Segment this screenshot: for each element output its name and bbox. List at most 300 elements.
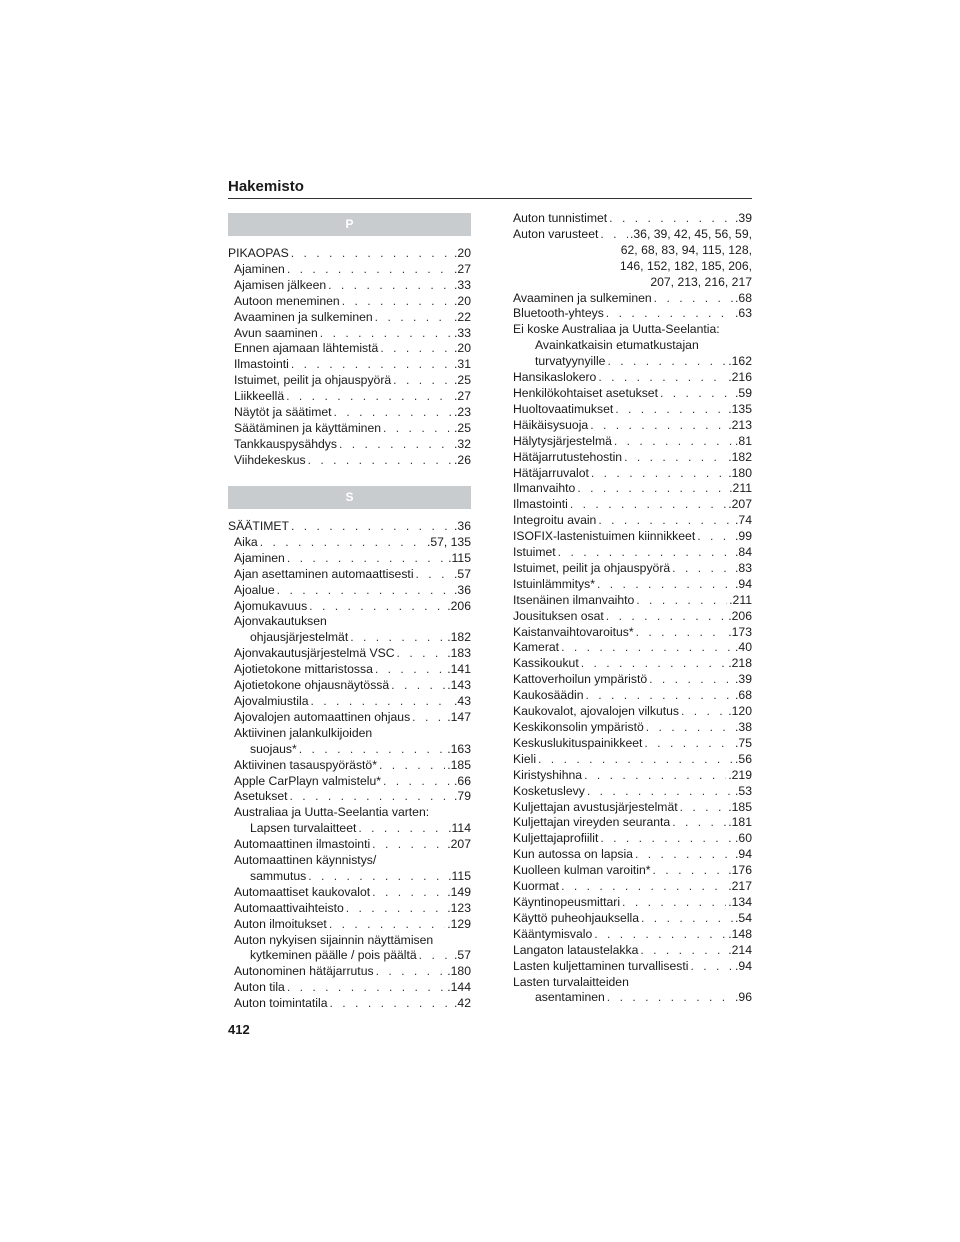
index-entry-term: Autonominen hätäjarrutus <box>234 964 374 979</box>
leader-dots <box>372 885 445 901</box>
index-entry <box>513 736 752 752</box>
index-entry <box>513 800 752 816</box>
index-entry <box>513 561 752 577</box>
index-entry <box>228 294 471 310</box>
index-entry <box>513 704 752 720</box>
leader-dots <box>558 545 733 561</box>
index-entry <box>228 662 471 678</box>
index-entry-heading: Ei koske Australiaa ja Uutta-Seelantia: <box>513 322 720 337</box>
index-entry <box>228 694 471 710</box>
index-entry-term: Ilmanvaihto <box>513 481 576 496</box>
index-entry-term: Kassikoukut <box>513 656 579 671</box>
index-entry <box>513 593 752 609</box>
index-entry-term: Jousituksen osat <box>513 608 604 623</box>
index-entry <box>228 567 471 583</box>
index-entry <box>513 434 752 450</box>
index-entry-term: Keskuslukituspainikkeet <box>513 735 643 750</box>
index-entry-term: Automaattinen ilmastointi <box>234 837 371 852</box>
index-entry-term: Aika <box>234 534 258 549</box>
index-entry-term: suojaus* <box>250 741 297 756</box>
index-entry-page-ref: .181 <box>728 815 752 830</box>
index-entry-page-ref: .60 <box>735 831 752 846</box>
leader-dots <box>350 630 445 646</box>
index-entry <box>513 879 752 895</box>
leader-dots <box>649 672 733 688</box>
index-entry <box>513 990 752 1006</box>
index-entry-term: Automaattivaihteisto <box>234 900 344 915</box>
index-entry-page-ref: .180 <box>447 964 471 979</box>
page-header-title: Hakemisto <box>228 178 304 195</box>
index-entry-term: Ajomukavuus <box>234 598 308 613</box>
index-entry <box>228 789 471 805</box>
index-entry-page-ref: .27 <box>454 389 471 404</box>
index-entry-term: Hansikaslokero <box>513 370 597 385</box>
leader-dots <box>591 466 726 482</box>
index-entry-page-ref: .22 <box>454 309 471 324</box>
index-entry-page-ref: .219 <box>728 767 752 782</box>
index-entry-page-ref: .38 <box>735 720 752 734</box>
index-entry <box>513 609 752 625</box>
index-entry-term: Langaton lataustelakka <box>513 942 639 957</box>
index-entry <box>513 370 752 386</box>
leader-dots <box>653 863 727 879</box>
index-entry-page-ref: .57 <box>454 948 471 963</box>
index-entry-page-ref: .57 <box>454 566 471 581</box>
index-entry-page-ref: .115 <box>448 550 471 565</box>
index-entry-term: Ajoalue <box>234 582 275 597</box>
index-entry <box>228 519 471 535</box>
index-entry-page-ref: .144 <box>447 980 471 995</box>
leader-dots <box>636 625 727 641</box>
leader-dots <box>291 246 452 262</box>
leader-dots <box>600 227 628 243</box>
index-entry <box>228 774 471 790</box>
leader-dots <box>622 895 726 911</box>
index-entry-term: Kaukosäädin <box>513 688 584 703</box>
index-entry-page-ref: .68 <box>735 290 752 305</box>
leader-dots <box>342 294 452 310</box>
leader-dots <box>607 354 726 370</box>
index-entry-term: Bluetooth-yhteys <box>513 306 604 321</box>
index-entry <box>228 583 471 599</box>
leader-dots <box>646 720 733 736</box>
index-entry <box>228 964 471 980</box>
index-entry-term: Ajotietokone mittaristossa <box>234 662 373 677</box>
index-entry <box>513 784 752 800</box>
index-entry-page-ref: .185 <box>447 757 471 772</box>
index-entry-heading: Ajonvakautuksen <box>234 614 327 629</box>
index-entry-term: Ilmastointi <box>234 357 289 372</box>
index-entry <box>513 545 752 561</box>
index-entry <box>228 599 471 615</box>
index-list-right <box>513 211 752 1006</box>
index-entry-page-ref: .56 <box>735 751 752 766</box>
index-entry-page-ref: .31 <box>454 357 471 372</box>
index-entry-term: Ajaminen <box>234 261 285 276</box>
index-entry-page-ref: .149 <box>447 884 471 899</box>
index-entry <box>228 996 471 1012</box>
index-entry-term: Huoltovaatimukset <box>513 401 614 416</box>
leader-dots <box>308 869 446 885</box>
index-entry-heading: Automaattinen käynnistys/ <box>234 853 377 868</box>
index-entry-page-ref: .218 <box>728 656 752 671</box>
index-entry <box>228 742 471 758</box>
index-entry-heading: Australiaa ja Uutta-Seelantia varten: <box>234 805 430 820</box>
index-entry <box>513 895 752 911</box>
index-entry-term: Kiristyshihna <box>513 767 583 782</box>
index-entry <box>513 354 752 370</box>
leader-dots <box>260 535 425 551</box>
leader-dots <box>329 917 445 933</box>
index-entry <box>228 341 471 357</box>
index-entry-term: Kuormat <box>513 879 560 894</box>
index-entry-term: Ajovalmiustila <box>234 693 309 708</box>
leader-dots <box>581 656 727 672</box>
leader-dots <box>624 450 726 466</box>
index-entry-term: Hätäjarrutustehostin <box>513 449 623 464</box>
leader-dots <box>286 389 452 405</box>
leader-dots <box>606 306 733 322</box>
index-entry-term: Kääntymisvalo <box>513 926 593 941</box>
index-entry-term: Ajaminen <box>234 550 285 565</box>
index-entry-term: Kattoverhoilun ympäristö <box>513 672 648 687</box>
leader-dots <box>383 774 452 790</box>
index-entry-term: Istuimet, peilit ja ohjauspyörä <box>513 560 671 575</box>
index-entry-term: Tankkauspysähdys <box>234 436 337 451</box>
index-entry-page-ref: .74 <box>735 513 752 528</box>
leader-dots <box>607 990 733 1006</box>
index-entry <box>513 720 752 736</box>
leader-dots <box>577 481 727 497</box>
index-entry <box>228 630 471 646</box>
leader-dots <box>690 959 733 975</box>
index-entry-page-ref: .59 <box>735 385 752 400</box>
index-entry-term: Automaattiset kaukovalot <box>234 884 371 899</box>
index-entry <box>228 405 471 421</box>
index-entry-page-ref: .42 <box>454 996 471 1011</box>
index-entry <box>513 688 752 704</box>
leader-dots <box>600 831 733 847</box>
index-entry <box>228 373 471 389</box>
index-entry-term: Kuljettajan vireyden seuranta <box>513 815 671 830</box>
index-entry-term: Kaukovalot, ajovalojen vilkutus <box>513 704 679 719</box>
index-entry <box>228 421 471 437</box>
index-entry <box>513 911 752 927</box>
index-entry-page-ref: .182 <box>728 449 752 464</box>
index-entry-term: Ilmastointi <box>513 497 568 512</box>
index-entry-page-ref: .68 <box>735 688 752 703</box>
leader-dots <box>375 310 452 326</box>
leader-dots <box>609 211 733 227</box>
index-entry <box>228 901 471 917</box>
index-entry-page-ref: .39 <box>735 211 752 225</box>
index-entry-page-ref: .20 <box>454 293 471 308</box>
leader-dots <box>412 710 445 726</box>
index-entry <box>513 227 752 243</box>
leader-dots <box>290 789 453 805</box>
index-entry-page-ref: .207 <box>728 497 752 512</box>
index-entry-term: Auton toimintatila <box>234 996 328 1011</box>
index-entry <box>228 837 471 853</box>
leader-dots <box>380 341 452 357</box>
leader-dots <box>291 519 452 535</box>
leader-dots <box>585 688 733 704</box>
index-entry <box>228 758 471 774</box>
index-entry-page-ref: .36, 39, 42, 45, 56, 59, <box>630 226 752 241</box>
index-entry-pages-continued: 146, 152, 182, 185, 206, <box>619 258 752 273</box>
leader-dots <box>308 453 452 469</box>
index-entry <box>513 863 752 879</box>
index-entry-page-ref: .26 <box>454 452 471 467</box>
leader-dots <box>587 784 733 800</box>
index-entry-page-ref: .120 <box>728 704 752 719</box>
index-entry <box>228 948 471 964</box>
index-entry-term: ohjausjärjestelmät <box>250 630 349 645</box>
index-entry-page-ref: .54 <box>735 910 752 925</box>
index-entry <box>513 672 752 688</box>
index-entry <box>513 418 752 434</box>
index-entry <box>228 389 471 405</box>
leader-dots <box>606 609 726 625</box>
index-entry-term: Keskikonsolin ympäristö <box>513 720 644 734</box>
index-entry-page-ref: .83 <box>735 560 752 575</box>
index-entry-term: Kamerat <box>513 640 560 655</box>
index-entry-term: Kun autossa on lapsia <box>513 847 633 862</box>
index-entry <box>513 402 752 418</box>
index-entry <box>228 551 471 567</box>
index-entry-page-ref: .123 <box>447 900 471 915</box>
index-entry-heading: Avainkatkaisin etumatkustajan <box>535 338 699 353</box>
index-entry-term: Lasten kuljettaminen turvallisesti <box>513 958 689 973</box>
index-entry <box>513 291 752 307</box>
index-entry <box>228 278 471 294</box>
index-entry <box>228 885 471 901</box>
index-entry <box>513 959 752 975</box>
index-entry-term: Auton ilmoitukset <box>234 916 327 931</box>
index-entry <box>513 513 752 529</box>
index-entry-term: Ajovalojen automaattinen ohjaus <box>234 709 411 724</box>
index-entry-term: Hätäjarruvalot <box>513 465 589 480</box>
index-entry-page-ref: .94 <box>735 576 752 591</box>
index-entry <box>513 943 752 959</box>
leader-dots <box>320 326 452 342</box>
index-entry-page-ref: .33 <box>454 277 471 292</box>
index-entry-term: Ajonvakautusjärjestelmä VSC <box>234 646 395 661</box>
leader-dots <box>397 646 446 662</box>
leader-dots <box>291 357 452 373</box>
index-entry <box>228 535 471 551</box>
index-entry <box>228 357 471 373</box>
index-entry <box>513 752 752 768</box>
index-entry-term: Säätäminen ja käyttäminen <box>234 420 382 435</box>
index-entry-term: Avun saaminen <box>234 325 318 340</box>
leader-dots <box>383 421 452 437</box>
index-column-left-s <box>228 486 471 1012</box>
index-entry <box>513 847 752 863</box>
index-entry-page-ref: .162 <box>728 354 752 369</box>
index-entry <box>513 481 752 497</box>
page-number: 412 <box>228 1022 250 1037</box>
index-entry-term: kytkeminen päälle / pois päältä <box>250 948 417 963</box>
index-entry-page-ref: .84 <box>735 545 752 560</box>
index-entry <box>513 386 752 402</box>
leader-dots <box>287 262 452 278</box>
leader-dots <box>654 291 733 307</box>
index-entry-term: Istuinlämmitys* <box>513 576 595 591</box>
index-entry-term: turvatyynyille <box>535 354 606 369</box>
leader-dots <box>287 551 446 567</box>
index-entry-page-ref: .206 <box>728 608 752 623</box>
leader-dots <box>287 980 445 996</box>
index-entry-term: Näytöt ja säätimet <box>234 405 332 420</box>
index-entry-page-ref: .25 <box>454 373 471 388</box>
index-entry-page-ref: .20 <box>454 341 471 356</box>
index-entry <box>228 453 471 469</box>
leader-dots <box>636 593 727 609</box>
index-entry-page-ref: .183 <box>447 646 471 661</box>
index-entry-term: Aktiivinen tasauspyörästö* <box>234 757 377 772</box>
index-entry <box>228 246 471 262</box>
leader-dots <box>615 402 726 418</box>
leader-dots <box>641 911 733 927</box>
index-entry-term: Hälytysjärjestelmä <box>513 433 612 448</box>
index-entry-page-ref: .25 <box>454 420 471 435</box>
index-entry-term: Käyntinopeusmittari <box>513 894 621 909</box>
index-entry-page-ref: .182 <box>447 630 471 645</box>
index-entry-term: Auton tunnistimet <box>513 211 608 225</box>
leader-dots <box>358 821 446 837</box>
index-entry-term: Kuljettajan avustusjärjestelmät <box>513 799 678 814</box>
index-entry-page-ref: .36 <box>454 519 471 533</box>
leader-dots <box>614 434 733 450</box>
index-entry-pages-continued: 62, 68, 83, 94, 115, 128, <box>620 242 752 257</box>
index-entry <box>513 656 752 672</box>
index-entry-page-ref: .141 <box>447 662 471 677</box>
leader-dots <box>697 529 733 545</box>
index-entry-term: Itsenäinen ilmanvaihto <box>513 592 635 607</box>
leader-dots <box>594 927 726 943</box>
leader-dots <box>277 583 452 599</box>
index-entry <box>228 646 471 662</box>
index-entry-term: Avaaminen ja sulkeminen <box>513 290 652 305</box>
index-entry-page-ref: .57, 135 <box>426 534 471 549</box>
index-entry-page-ref: .173 <box>728 624 752 639</box>
index-entry-page-ref: .134 <box>728 894 752 909</box>
index-entry-page-ref: .32 <box>454 436 471 451</box>
index-entry-page-ref: .129 <box>447 916 471 931</box>
index-entry-term: Auton tila <box>234 980 285 995</box>
index-entry-page-ref: .94 <box>735 958 752 973</box>
index-entry <box>513 466 752 482</box>
index-entry-heading: Lasten turvalaitteiden <box>513 974 629 989</box>
leader-dots <box>375 662 445 678</box>
index-entry-term: sammutus <box>250 868 307 883</box>
index-entry-term: Käyttö puheohjauksella <box>513 910 640 925</box>
index-entry <box>513 306 752 322</box>
index-entry-page-ref: .99 <box>735 529 752 544</box>
index-entry-page-ref: .23 <box>454 405 471 420</box>
leader-dots <box>584 768 726 784</box>
leader-dots <box>379 758 445 774</box>
leader-dots <box>672 561 733 577</box>
index-entry-page-ref: .96 <box>735 990 752 1005</box>
index-entry-term: Avaaminen ja sulkeminen <box>234 309 373 324</box>
index-entry-term: SÄÄTIMET <box>228 519 289 533</box>
index-entry-term: Lapsen turvalaitteet <box>250 821 357 836</box>
index-entry-page-ref: .206 <box>447 598 471 613</box>
leader-dots <box>334 405 453 421</box>
leader-dots <box>598 370 726 386</box>
index-entry-page-ref: .180 <box>728 465 752 480</box>
index-entry-page-ref: .33 <box>454 325 471 340</box>
index-entry-page-ref: .20 <box>454 246 471 260</box>
index-entry <box>228 869 471 885</box>
index-entry <box>228 821 471 837</box>
section-letter-bar: P <box>228 213 471 236</box>
index-entry-page-ref: .81 <box>735 433 752 448</box>
leader-dots <box>391 678 445 694</box>
leader-dots <box>376 964 446 980</box>
index-entry-page-ref: .207 <box>447 837 471 852</box>
index-entry-term: Kuljettajaprofiilit <box>513 831 599 846</box>
index-entry-page-ref: .185 <box>728 799 752 814</box>
index-entry-term: Ajamisen jälkeen <box>234 277 327 292</box>
leader-dots <box>635 847 733 863</box>
leader-dots <box>570 497 726 513</box>
index-entry-page-ref: .36 <box>454 582 471 597</box>
index-entry-page-ref: .148 <box>728 926 752 941</box>
leader-dots <box>309 599 445 615</box>
index-entry <box>513 815 752 831</box>
index-entry-term: Istuimet <box>513 545 556 560</box>
index-entry-term: Ajotietokone ohjausnäytössä <box>234 678 390 693</box>
leader-dots <box>538 752 733 768</box>
index-entry-term: Asetukset <box>234 789 288 804</box>
index-entry-page-ref: .63 <box>735 306 752 321</box>
leader-dots <box>328 278 452 294</box>
index-entry-page-ref: .211 <box>729 592 752 607</box>
leader-dots <box>640 943 726 959</box>
leader-dots <box>346 901 446 917</box>
index-entry-term: Henkilökohtaiset asetukset <box>513 385 658 400</box>
leader-dots <box>419 948 452 964</box>
index-entry-page-ref: .211 <box>729 481 752 496</box>
index-entry-term: Ajan asettaminen automaattisesti <box>234 566 414 581</box>
index-entry-term: Kosketuslevy <box>513 783 585 798</box>
index-entry-term: Ennen ajamaan lähtemistä <box>234 341 379 356</box>
index-entry <box>513 211 752 227</box>
index-entry-page-ref: .53 <box>735 783 752 798</box>
index-entry-page-ref: .135 <box>728 401 752 416</box>
index-entry-term: Integroitu avain <box>513 513 597 528</box>
index-entry-term: Kuolleen kulman varoitin* <box>513 863 651 878</box>
index-entry-term: Autoon meneminen <box>234 293 340 308</box>
index-entry <box>228 980 471 996</box>
index-entry-term: Viihdekeskus <box>234 452 306 467</box>
index-entry-page-ref: .217 <box>728 879 752 894</box>
index-entry-heading: Aktiivinen jalankulkijoiden <box>234 725 373 740</box>
index-entry-term: ISOFIX-lastenistuimen kiinnikkeet <box>513 529 696 544</box>
index-entry-page-ref: .40 <box>735 640 752 655</box>
leader-dots <box>339 437 452 453</box>
index-entry-term: asentaminen <box>535 990 605 1005</box>
index-entry-page-ref: .75 <box>735 735 752 750</box>
index-entry-term: PIKAOPAS <box>228 246 289 260</box>
index-entry <box>513 640 752 656</box>
index-entry-page-ref: .143 <box>447 678 471 693</box>
section-letter-bar: S <box>228 486 471 509</box>
leader-dots <box>372 837 445 853</box>
